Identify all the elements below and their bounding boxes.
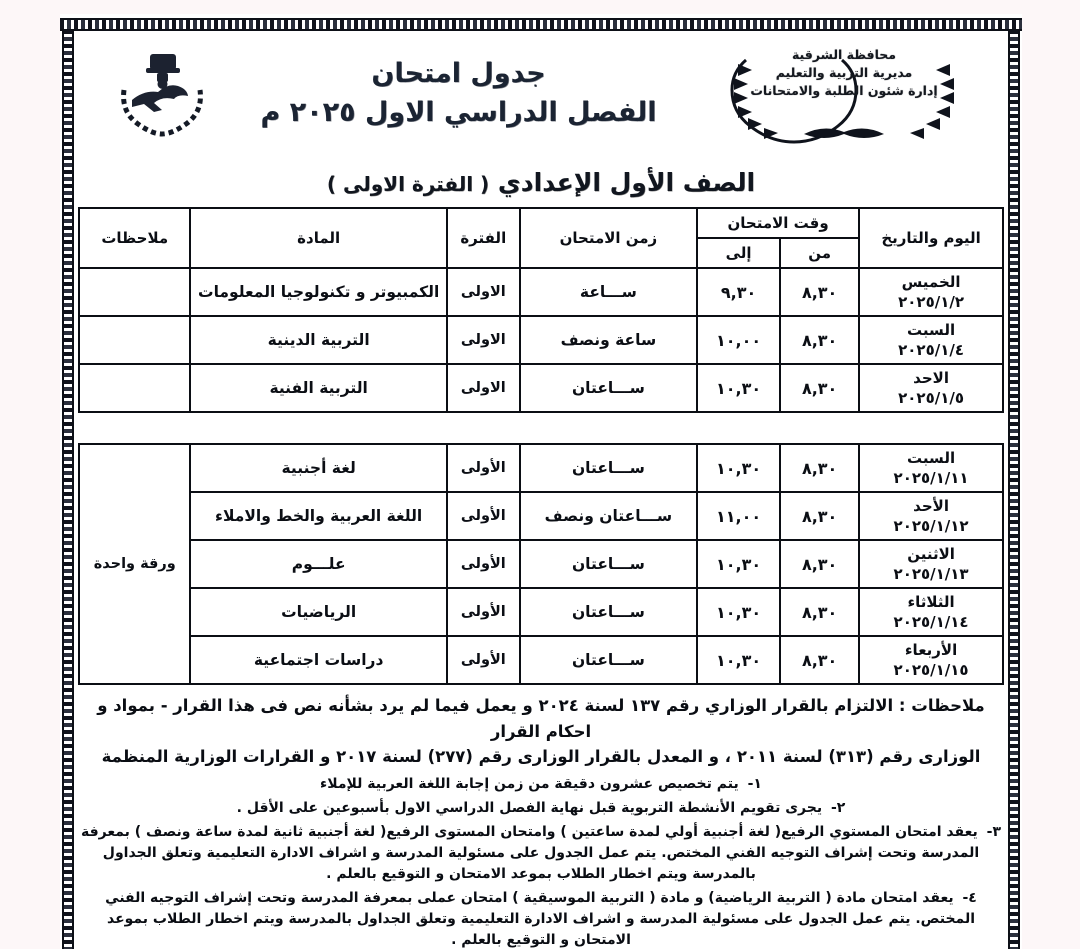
cell-time-to: ١٠,٣٠: [697, 588, 780, 636]
day-date: ٢٠٢٥/١/١١: [893, 469, 969, 487]
header-notes: ملاحظات: [79, 208, 190, 268]
cell-period: الأولى: [447, 636, 520, 684]
day-name: الثلاثاء: [907, 592, 955, 611]
cell-subject: التربية الدينية: [190, 316, 446, 364]
note-number: ٣-: [986, 823, 1001, 840]
header-duration: زمن الامتحان: [520, 208, 697, 268]
governorate-crest-icon: [108, 46, 216, 142]
header-exam-time: وقت الامتحان: [697, 208, 859, 238]
day-date: ٢٠٢٥/١/٢: [898, 293, 965, 311]
day-date: ٢٠٢٥/١/١٥: [893, 661, 969, 679]
cell-time-from: ٨,٣٠: [780, 588, 859, 636]
schedule-table-section-1: [78, 207, 1004, 413]
decorative-border-left: [62, 30, 74, 949]
cell-time-to: ١١,٠٠: [697, 492, 780, 540]
cell-day-date: [859, 588, 1003, 636]
cell-day-date: [859, 268, 1003, 316]
note-number: ١-: [747, 775, 762, 792]
notes-section: [78, 693, 1004, 949]
cell-period: الاولى: [447, 268, 520, 316]
cell-day-date: [859, 364, 1003, 412]
cell-subject: الكمبيوتر و تكنولوجيا المعلومات: [190, 268, 446, 316]
ministry-wreath-emblem: [694, 40, 994, 144]
table-body-section-1: [79, 268, 1003, 412]
table-row: [79, 540, 1003, 588]
table-row: [79, 492, 1003, 540]
notes-heading: [82, 693, 1000, 770]
cell-period: الأولى: [447, 540, 520, 588]
day-name: الخميس: [901, 272, 961, 291]
cell-day-date: [859, 540, 1003, 588]
decorative-border-right: [1008, 30, 1020, 949]
note-text: يجرى تقويم الأنشطة التربوية قبل نهاية الفصل الدراسي الاول بأسبوعين على الأقل .: [236, 799, 823, 816]
cell-day-date: [859, 492, 1003, 540]
grade-name: الصف الأول الإعدادي: [497, 168, 756, 197]
cell-duration: ســـاعتان ونصف: [520, 492, 697, 540]
cell-duration: ســـاعتان: [520, 444, 697, 492]
cell-subject: التربية الفنية: [190, 364, 446, 412]
day-date: ٢٠٢٥/١/١٤: [893, 613, 969, 631]
notes-heading-line-2: الوزارى رقم (٣١٣) لسنة ٢٠١١ ، و المعدل بالقرار الوزارى رقم (٢٧٧) لسنة ٢٠١٧ و القرارات الوزارية المنظمة: [101, 747, 981, 767]
table-row: [79, 636, 1003, 684]
schedule-table-section-2: [78, 443, 1004, 685]
note-text: يتم تخصيص عشرون دقيقة من زمن إجابة اللغة العربية للإملاء: [320, 775, 739, 792]
emblem-line-1: محافظة الشرقية: [791, 47, 897, 62]
day-name: الأحد: [913, 496, 949, 515]
emblem-line-3: إدارة شئون الطلبة والامتحانات: [750, 83, 938, 99]
cell-subject: لغة أجنبية: [190, 444, 446, 492]
cell-time-to: ١٠,٣٠: [697, 444, 780, 492]
day-date: ٢٠٢٥/١/٤: [898, 341, 965, 359]
cell-notes-merged: ورقة واحدة: [79, 444, 190, 684]
cell-duration: ســـاعتان: [520, 540, 697, 588]
day-name: الاثنين: [907, 544, 955, 563]
cell-time-to: ١٠,٣٠: [697, 540, 780, 588]
cell-subject: علـــوم: [190, 540, 446, 588]
cell-time-from: ٨,٣٠: [780, 316, 859, 364]
cell-duration: ســـاعتان: [520, 588, 697, 636]
cell-notes: [79, 316, 190, 364]
cell-time-to: ١٠,٠٠: [697, 316, 780, 364]
cell-duration: ســـاعتان: [520, 364, 697, 412]
table-row: [79, 316, 1003, 364]
table-row: [79, 588, 1003, 636]
title-line-2: الفصل الدراسي الاول ٢٠٢٥ م: [260, 97, 657, 128]
cell-time-to: ٩,٣٠: [697, 268, 780, 316]
cell-subject: اللغة العربية والخط والاملاء: [190, 492, 446, 540]
cell-period: الأولى: [447, 588, 520, 636]
cell-time-from: ٨,٣٠: [780, 444, 859, 492]
decorative-border-top: [60, 18, 1022, 31]
cell-time-from: ٨,٣٠: [780, 268, 859, 316]
cell-period: الاولى: [447, 364, 520, 412]
header-subject: المادة: [190, 208, 446, 268]
note-number: ٤-: [962, 889, 977, 906]
grade-subtitle: [118, 168, 964, 197]
crest-svg: [110, 46, 214, 138]
cell-notes: [79, 268, 190, 316]
table-header-row: [79, 208, 1003, 238]
cell-period: الأولى: [447, 444, 520, 492]
sheet-content: [78, 36, 1004, 949]
title-line-1: جدول امتحان: [371, 58, 546, 89]
day-date: ٢٠٢٥/١/٥: [898, 389, 965, 407]
table-body-section-2: [79, 444, 1003, 684]
note-text: يعقد امتحان المستوي الرفيع( لغة أجنبية أولي لمدة ساعتين ) وامتحان المستوى الرفيع( لغة أجنبية ثانية لمدة ساعة ونصف ) بمعرفة المدرسة وتحت إشراف التوجيه الفني المختص. يتم عمل الجدول على مسئولية المدرسة و اشراف الادارة التعليمية وتعلق الجداول بالمدرسة ويتم اخطار الطلاب بموعد الامتحان و التوقيع بالعلم .: [81, 823, 980, 882]
day-name: الأربعاء: [904, 640, 958, 659]
table-row: [79, 364, 1003, 412]
cell-time-from: ٨,٣٠: [780, 540, 859, 588]
list-item: [78, 774, 1004, 795]
list-item: [78, 888, 1004, 949]
document-header: [78, 36, 1004, 156]
header-period: الفترة: [447, 208, 520, 268]
cell-notes: [79, 364, 190, 412]
cell-subject: الرياضيات: [190, 588, 446, 636]
cell-day-date: [859, 316, 1003, 364]
cell-period: الأولى: [447, 492, 520, 540]
cell-day-date: [859, 636, 1003, 684]
document-title: [233, 58, 684, 128]
header-day-date: اليوم والتاريخ: [859, 208, 1003, 268]
note-number: ٢-: [830, 799, 846, 816]
notes-heading-line-1: ملاحظات : الالتزام بالقرار الوزاري رقم ١٣٧ لسنة ٢٠٢٤ و يعمل فيما لم يرد بشأنه نص فى هذا القرار - بمواد و احكام القرار: [97, 696, 985, 741]
cell-duration: ســـاعة: [520, 268, 697, 316]
cell-duration: ساعة ونصف: [520, 316, 697, 364]
day-name: السبت: [907, 320, 956, 339]
day-date: ٢٠٢٥/١/١٢: [893, 517, 969, 535]
day-name: السبت: [907, 448, 956, 467]
notes-list: [78, 774, 1004, 949]
note-text: يعقد امتحان مادة ( التربية الرياضية) و مادة ( التربية الموسيقية ) امتحان عملى بمعرفة المدرسة وتحت إشراف التوجيه الفني المختص. يتم عمل الجدول على مسئولية المدرسة و اشراف الادارة التعليمية وتعلق الجداول بالمدرسة ويتم اخطار الطلاب بموعد الامتحان و التوقيع بالعلم .: [105, 889, 975, 948]
table-separator: [78, 413, 1004, 443]
cell-duration: ســـاعتان: [520, 636, 697, 684]
cell-period: الاولى: [447, 316, 520, 364]
day-name: الاحد: [913, 368, 949, 387]
cell-day-date: [859, 444, 1003, 492]
header-time-from: من: [780, 238, 859, 268]
cell-time-from: ٨,٣٠: [780, 492, 859, 540]
table-row: [79, 268, 1003, 316]
grade-period: ( الفترة الاولى ): [326, 172, 490, 196]
cell-time-to: ١٠,٣٠: [697, 364, 780, 412]
ministry-lines: [694, 46, 994, 100]
cell-time-to: ١٠,٣٠: [697, 636, 780, 684]
list-item: [78, 798, 1004, 819]
cell-time-from: ٨,٣٠: [780, 636, 859, 684]
list-item: [78, 822, 1004, 885]
scanned-sheet: [60, 14, 1022, 949]
cell-subject: دراسات اجتماعية: [190, 636, 446, 684]
header-time-to: إلى: [697, 238, 780, 268]
day-date: ٢٠٢٥/١/١٣: [893, 565, 969, 583]
cell-time-from: ٨,٣٠: [780, 364, 859, 412]
emblem-line-2: مديرية التربية والتعليم: [775, 65, 913, 81]
table-row: [79, 444, 1003, 492]
